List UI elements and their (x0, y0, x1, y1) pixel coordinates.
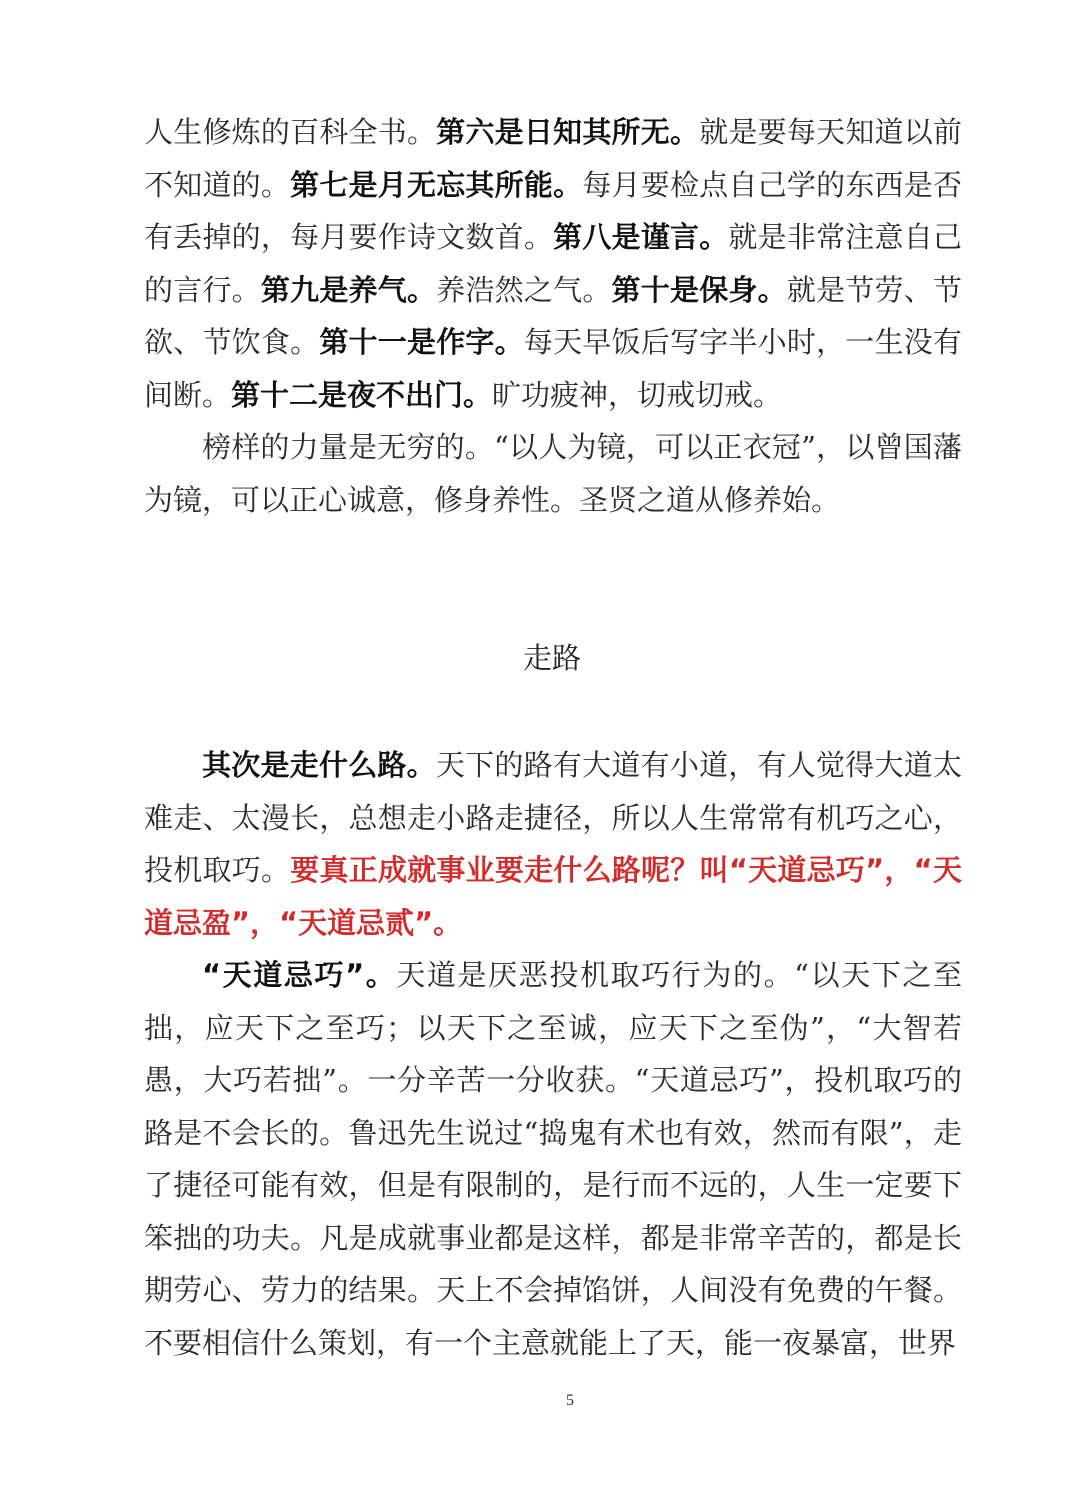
bold-phrase: 第七是月无忘其所能。 (290, 167, 583, 202)
paragraph-1 (144, 106, 962, 421)
text-run: 天下的路有大道有小道，有人觉得大道太难走、太漫长，总想走小路走捷径，所以人生常常有机巧之心，投机取巧。 (144, 748, 962, 887)
text-run: 就是非常注意自己的言行。 (144, 220, 962, 307)
bold-phrase: 第八是谨言。 (553, 220, 729, 254)
section-heading: 走路 (522, 641, 581, 675)
text-run: 养浩然之气。 (436, 272, 612, 307)
text-run: 旷功疲神，切戒切戒。 (492, 377, 783, 412)
text-run: 每天早饭后写字半小时，一生没有间断。 (144, 325, 962, 412)
bold-phrase: 第十是保身。 (611, 272, 787, 307)
highlight-phrase: 要真正成就事业要走什么路呢？叫“天道忌巧”，“天道忌盈”，“天道忌贰”。 (144, 853, 962, 940)
paragraph-4 (144, 949, 962, 1369)
bold-phrase: 其次是走什么路。 (202, 748, 436, 782)
bold-phrase: 第十一是作字。 (319, 325, 524, 359)
text-section-2 (144, 739, 962, 1369)
text-run: 每月要检点自己学的东西是否有丢掉的，每月要作诗文数首。 (144, 167, 962, 254)
text-section-1 (144, 106, 962, 526)
paragraph-2: 榜样的力量是无穷的。“以人为镜，可以正衣冠”，以曾国藩为镜，可以正心诚意，修身养性。圣贤之道从修养始。 (144, 430, 962, 517)
paragraph-3 (144, 739, 962, 949)
page-number: 5 (566, 1392, 574, 1409)
text-run: 就是要每天知道以前不知道的。 (144, 115, 962, 202)
text-run: 就是节劳、节欲、节饮食。 (144, 272, 962, 359)
bold-phrase: “天道忌巧”。 (202, 958, 397, 992)
bold-phrase: 第九是养气。 (260, 272, 437, 307)
bold-phrase: 第十二是夜不出门。 (231, 377, 493, 412)
text-run: 人生修炼的百科全书。 (144, 115, 437, 149)
bold-phrase: 第六是日知其所无。 (436, 115, 700, 149)
text-run: 天道是厌恶投机取巧行为的。“以天下之至拙，应天下之至巧；以天下之至诚，应天下之至伪”，“大智若愚，大巧若拙”。一分辛苦一分收获。“天道忌巧”，投机取巧的路是不会长的。鲁迅先生说过“捣鬼有术也有效，然而有限”，走了捷径可能有效，但是有限制的，是行而不远的，人生一定要下笨拙的功夫。凡是成就事业都是这样，都是非常辛苦的，都是长期劳心、劳力的结果。天上不会掉馅饼，人间没有免费的午餐。不要相信什么策划，有一个主意就能上了天，能一夜暴富，世界 (144, 958, 963, 1360)
